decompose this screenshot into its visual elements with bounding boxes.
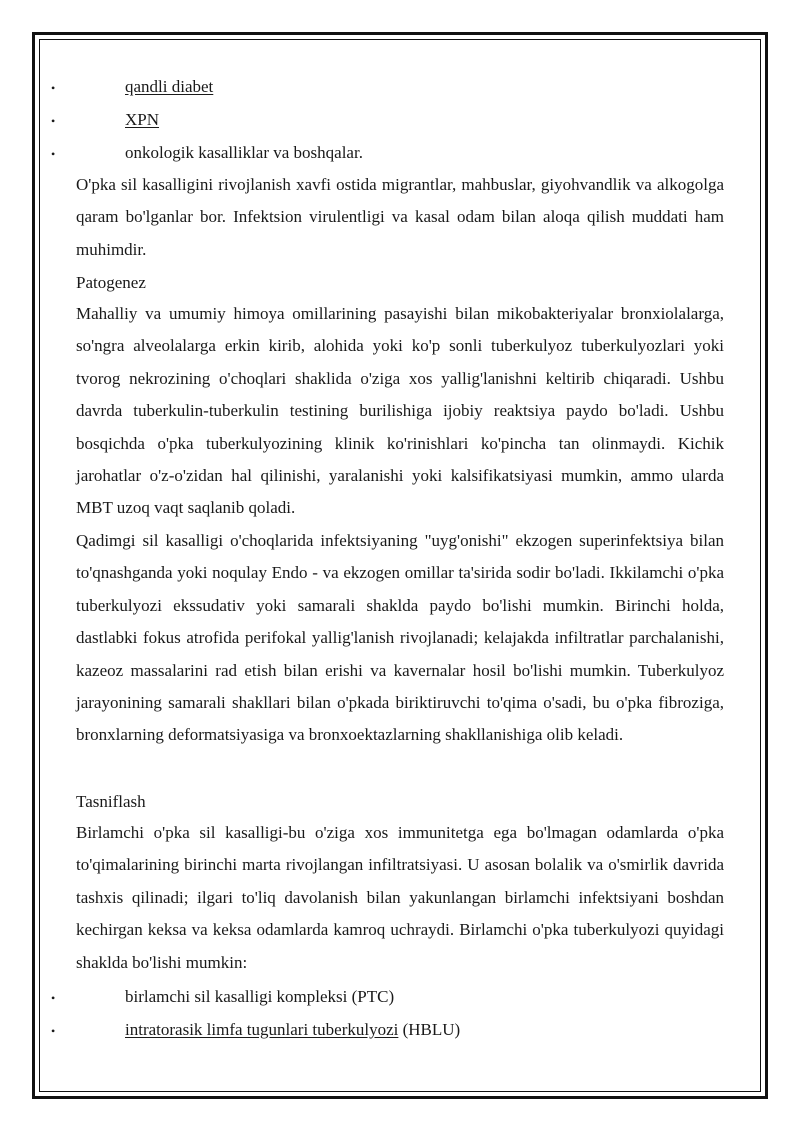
paragraph-pathogenesis: Mahalliy va umumiy himoya omillarining pasayishi bilan mikobakteriyalar bronxiolalarga, so'ngra alveolalarga erkin kirib, alohida yoki ko'p sonli tuberkulyoz tuberkulyozlari yoki tvorog nekrozining o'choqlari shaklida o'ziga xos yallig'lanishni keltirib chiqaradi. Ushbu davrda tuberkulin-tuberkulin testining burilishiga ijobiy reaktsiya paydo bo'ladi. Ushbu bosqichda o'pka tuberkulyozining klinik ko'rinishlari ko'pincha tan olinmaydi. Kichik jarohatlar o'z-o'zidan hal qilinishi, yaralanishi yoki kalsifikatsiyasi mumkin, ammo ularda MBT uzoq vaqt saqlanib qoladi. — [76, 304, 724, 518]
heading-pathogenesis: Patogenez — [76, 273, 146, 292]
bullet-marker: • — [51, 114, 56, 128]
list-item-ptc: birlamchi sil kasalligi kompleksi (PTC) — [125, 987, 395, 1006]
list-item-hblu-suffix: (HBLU) — [398, 1020, 461, 1039]
list-item-oncology: onkologik kasalliklar va boshqalar. — [125, 143, 363, 162]
bullet-marker: • — [51, 1024, 56, 1038]
link-intrathoracic-lymph[interactable]: intratorasik limfa tugunlari tuberkulyozi — [125, 1020, 399, 1039]
bullet-marker: • — [51, 147, 56, 161]
paragraph-classification: Birlamchi o'pka sil kasalligi-bu o'ziga xos immunitetga ega bo'lmagan odamlarda o'pka to'qimalarining birinchi marta rivojlangan infiltratsiyasi. U asosan bolalik va o'smirlik davrida tashxis qilinadi; ilgari to'liq davolanish bilan yakunlangan birlamchi infektsiyani boshdan kechirgan keksa va keksa odamlarda kamroq uchraydi. Birlamchi o'pka tuberkulyozi quyidagi shaklda bo'lishi mumkin: — [76, 823, 724, 972]
paragraph-secondary-tb: Qadimgi sil kasalligi o'choqlarida infektsiyaning "uyg'onishi" ekzogen superinfektsiya bilan to'qnashganda yoki noqulay Endo - va ekzogen omillar ta'sirida sodir bo'ladi. Ikkilamchi o'pka tuberkulyozi ekssudativ yoki samarali shaklda paydo bo'lishi mumkin. Birinchi holda, dastlabki fokus atrofida perifokal yallig'lanish rivojlanadi; kelajakda infiltratlar parchalanishi, kazeoz massalarini rad etish bilan erishi va kavernalar hosil bo'lishi mumkin. Tuberkulyoz jarayonining samarali shakllari bilan o'pkada biriktiruvchi to'qima o'sadi, bu o'pka fibroziga, bronxlarning deformatsiyasiga va bronxoektazlarning shakllanishiga olib keladi. — [76, 531, 724, 745]
bullet-marker: • — [51, 81, 56, 95]
list-item-diabetes[interactable]: qandli diabet — [125, 77, 214, 96]
heading-classification: Tasniflash — [76, 792, 146, 811]
paragraph-risk-groups: O'pka sil kasalligini rivojlanish xavfi ostida migrantlar, mahbuslar, giyohvandlik va alkogolga qaram bo'lganlar bor. Infektsion virulentligi va kasal odam bilan aloqa qilish muddati ham muhimdir. — [76, 175, 724, 259]
bullet-marker: • — [51, 991, 56, 1005]
list-item-xpn[interactable]: XPN — [125, 110, 160, 129]
list-item-hblu — [125, 1020, 460, 1040]
